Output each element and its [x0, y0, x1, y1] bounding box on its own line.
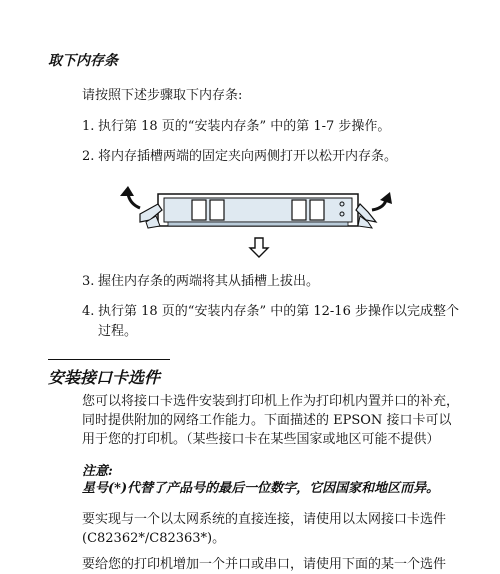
step-2 — [82, 147, 462, 167]
step-text: 执行第 18 页的“安装内存条” 中的第 1-7 步操作。 — [98, 119, 391, 134]
step-number: 4. — [82, 304, 95, 319]
step-number: 2. — [82, 149, 95, 164]
paragraph-parallel-serial: 要给您的打印机增加一个并口或串口，请使用下面的某一个选件 — [82, 557, 447, 572]
intro-text: 请按照下述步骤取下内存条: — [82, 88, 243, 103]
paragraph-ethernet: 要实现与一个以太网系统的直接连接，请使用以太网接口卡选件 (C82362*/C82363*)。 — [82, 512, 447, 546]
left-release-arrow-icon — [120, 186, 140, 208]
step-number: 3. — [82, 274, 95, 289]
step-1 — [82, 117, 462, 137]
paragraph-interface-card: 您可以将接口卡选件安装到打印机上作为打印机内置并口的补充，同时提供附加的网络工作能力。下面描述的 EPSON 接口卡可以用于您的打印机。（某些接口卡在某些国家或地区可能不提供） — [82, 394, 460, 447]
down-arrow-icon — [250, 238, 268, 257]
step-text: 握住内存条的两端将其从插槽上拔出。 — [98, 274, 320, 289]
step-text: 将内存插槽两端的固定夹向两侧打开以松开内存条。 — [98, 149, 398, 164]
note-label: 注意: — [82, 464, 113, 479]
right-clip-icon — [356, 204, 376, 228]
section-title-install-interface-card: 安装接口卡选件 — [48, 368, 161, 387]
step-4 — [82, 302, 462, 342]
memory-removal-illustration — [110, 186, 400, 262]
step-3 — [82, 272, 462, 292]
note-text: 星号(*)代替了产品号的最后一位数字，它因国家和地区而异。 — [82, 481, 440, 496]
memory-module-icon — [158, 194, 358, 226]
step-number: 1. — [82, 119, 95, 134]
section-divider — [48, 359, 170, 360]
section-title-remove-memory: 取下内存条 — [48, 53, 118, 69]
right-release-arrow-icon — [372, 192, 392, 210]
step-text: 执行第 18 页的“安装内存条” 中的第 12-16 步操作以完成整个过程。 — [98, 304, 459, 339]
